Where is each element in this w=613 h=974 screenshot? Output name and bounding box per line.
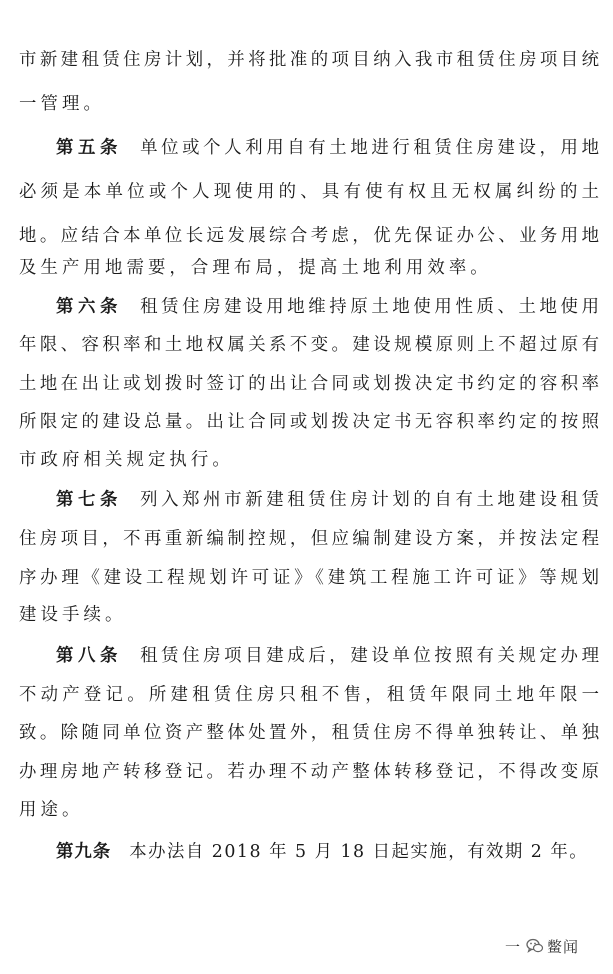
text-line: 不动产登记。所建租赁住房只租不售，租赁年限同土地年限一 (19, 685, 599, 705)
text-line: 一管理。 (19, 94, 105, 114)
text-line: 租赁住房建设用地维持原土地使用性质、土地使用 (140, 297, 599, 317)
article-9-line (56, 840, 599, 866)
page-dash: 一 (505, 937, 521, 956)
text-line: 必须是本单位或个人现使用的、具有使有权且无权属纠纷的土 (19, 182, 599, 202)
source-watermark (505, 934, 579, 958)
text-line: 致。除随同单位资产整体处置外，租赁住房不得单独转让、单独 (19, 723, 599, 743)
text-line: 地。应结合本单位长远发展综合考虑，优先保证办公、业务用地 (19, 226, 599, 246)
text-line: 列入郑州市新建租赁住房计划的自有土地建设租赁 (140, 490, 599, 510)
text-line: 单位或个人利用自有土地进行租赁住房建设，用地 (140, 138, 599, 158)
article-8-first-line (56, 644, 599, 670)
article-9-label: 第九条 (56, 842, 112, 862)
article-7-first-line (56, 488, 599, 514)
article-8-label: 第八条 (56, 646, 123, 666)
text-line: 办理房地产转移登记。若办理不动产整体转移登记，不得改变原 (19, 762, 599, 782)
text-line: 年限、容积率和土地权属关系不变。建设规模原则上不超过原有 (19, 335, 599, 355)
source-name: 鳖闻 (547, 937, 580, 956)
text-line: 所限定的建设总量。出让合同或划拨决定书无容积率约定的按照 (19, 412, 599, 432)
text-line: 本办法自 2018 年 5 月 18 日起实施，有效期 2 年。 (129, 842, 589, 862)
article-6-label: 第六条 (56, 297, 123, 317)
text-line: 住房项目，不再重新编制控规，但应编制建设方案，并按法定程 (19, 529, 599, 549)
article-5-first-line (56, 136, 599, 162)
text-line: 租赁住房项目建成后，建设单位按照有关规定办理 (140, 646, 599, 666)
wechat-icon (526, 938, 544, 954)
article-6-first-line (56, 295, 599, 321)
article-7-label: 第七条 (56, 490, 123, 510)
text-line: 建设手续。 (19, 605, 127, 625)
text-line: 及生产用地需要，合理布局，提高土地利用效率。 (19, 258, 492, 278)
text-line: 用途。 (19, 800, 84, 820)
text-line: 序办理《建设工程规划许可证》《建筑工程施工许可证》等规划 (19, 568, 599, 588)
article-5-label: 第五条 (56, 138, 123, 158)
text-line: 市新建租赁住房计划，并将批准的项目纳入我市租赁住房项目统 (19, 50, 599, 70)
text-line: 土地在出让或划拨时签订的出让合同或划拨决定书约定的容积率 (19, 374, 599, 394)
text-line: 市政府相关规定执行。 (19, 450, 234, 470)
